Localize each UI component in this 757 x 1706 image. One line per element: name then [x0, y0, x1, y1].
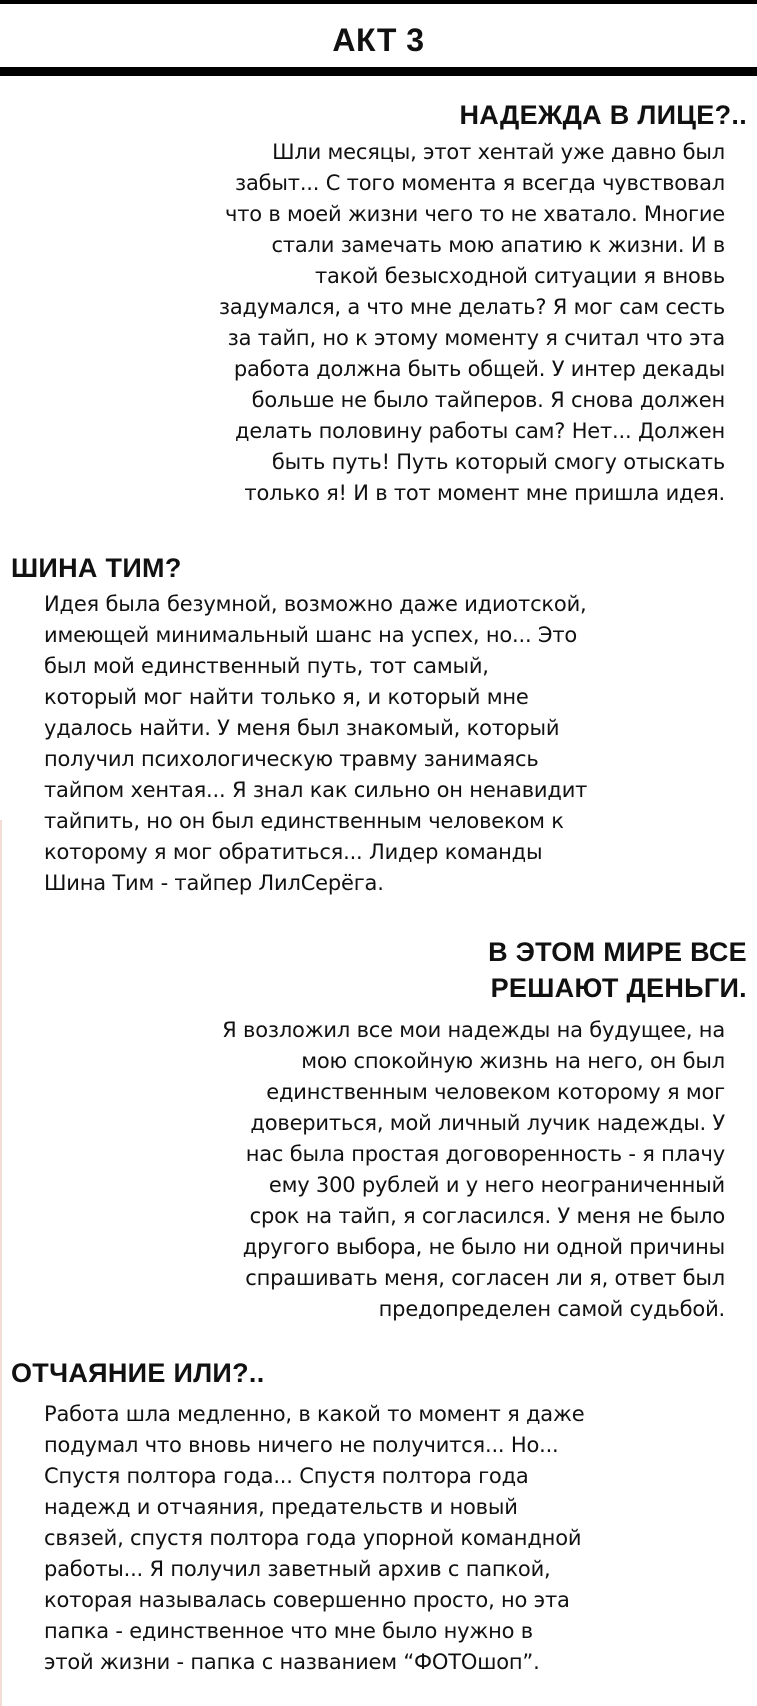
section-heading-shina-team: ШИНА ТИМ? [11, 553, 182, 583]
section-text-shina-team: Идея была безумной, возможно даже идиотской, имеющей минимальный шанс на успех, но... Это был мой единственный путь, тот самый, который мог найти только я, и который мне удалось найти. У меня был знакомый, который получил психологическую травму занимаясь тайпом хентая... Я знал как сильно он ненавидит тайпить, но он был единственным человеком к которому я мог обратиться... Лидер команды Шина Тим - тайпер ЛилСерёга. [44, 592, 588, 895]
top-divider [0, 0, 757, 4]
section-text-hope: Шли месяцы, этот хентай уже давно был забыт... С того момента я всегда чувствовал что в моей жизни чего то не хватало. Многие стали замечать мою апатию к жизни. И в такой безысходной ситуации я вновь задумался, а что мне делать? Я мог сам сесть за тайп, но к этому моменту я считал что эта работа должна быть общей. У интер декады больше не было тайперов. Я снова должен делать половину работы сам? Нет... Должен быть путь! Путь который смогу отыскать только я! И в тот момент мне пришла идея. [218, 140, 725, 505]
section-text-despair: Работа шла медленно, в какой то момент я даже подумал что вновь ничего не получится... Но... Спустя полтора года... Спустя полтора года надежд и отчаяния, предательств и новый связей, спустя полтора года упорной командной работы... Я получил заветный архив с папкой, которая называлась совершенно просто, но эта папка - единственное что мне было нужно в этой жизни - папка с названием “ФОТОшоп”. [44, 1402, 585, 1674]
section-heading-money: В ЭТОМ МИРЕ ВСЕ РЕШАЮТ ДЕНЬГИ. [488, 937, 747, 1003]
section-heading-hope: НАДЕЖДА В ЛИЦЕ?.. [459, 100, 747, 130]
section-heading-despair: ОТЧАЯНИЕ ИЛИ?.. [11, 1358, 265, 1388]
act-title: АКТ 3 [332, 22, 425, 58]
section-text-money: Я возложил все мои надежды на будущее, на мою спокойную жизнь на него, он был единственным человеком которому я мог довериться, мой личный лучик надежды. У нас была простая договоренность - я плачу ему 300 рублей и у него неограниченный срок на тайп, я согласился. У меня не было другого выбора, не было ни одной причины спрашивать меня, согласен ли я, ответ был предопределен самой судьбой. [222, 1018, 725, 1321]
header-divider [0, 67, 757, 76]
left-edge-mark [0, 820, 2, 1706]
